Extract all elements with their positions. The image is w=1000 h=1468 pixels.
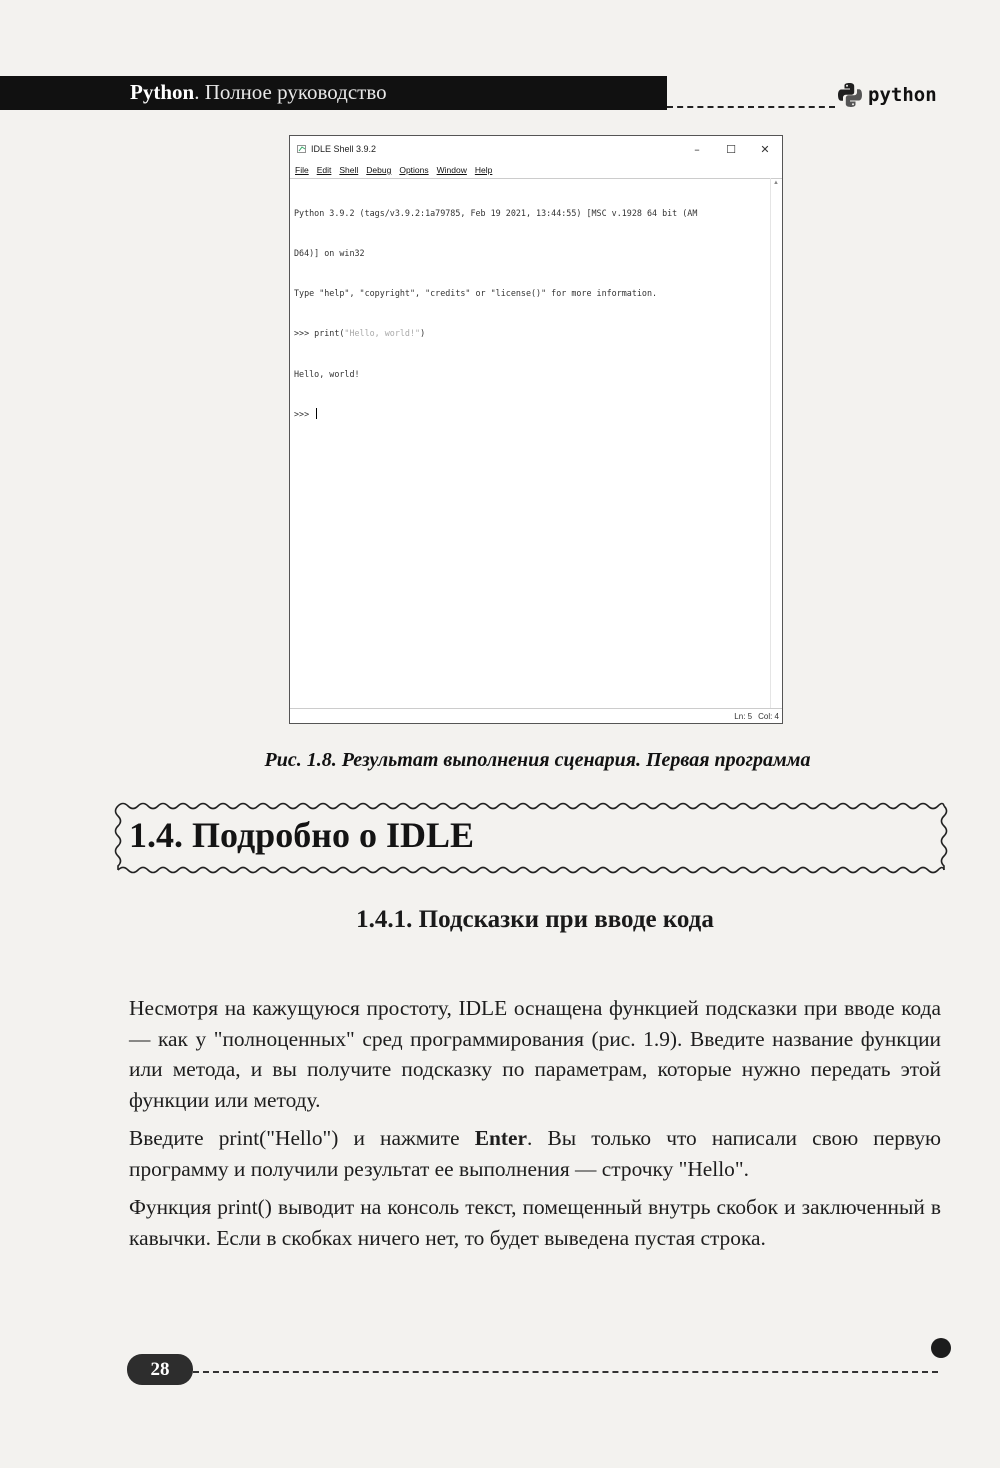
- subsection-title: 1.4.1. Подсказки при вводе кода: [356, 906, 714, 933]
- menu-shell[interactable]: Shell: [339, 165, 359, 175]
- shell-prompt-print: >>> print(: [294, 328, 345, 339]
- paragraph-2: [129, 1123, 941, 1184]
- shell-text-area[interactable]: [294, 180, 770, 709]
- paragraph-1: Несмотря на кажущуюся простоту, IDLE оснащена функцией подсказки при вводе кода — как у "полноценных" сред программирования (рис. 1.9). Введите название функции или метода, и вы получите подсказку по параметрам, которые нужно передать этой функции или методу.: [129, 996, 941, 1112]
- shell-line-prompt: [294, 408, 770, 421]
- shell-string-literal: "Hello, world!": [344, 328, 421, 339]
- book-title-bold: Python: [130, 80, 195, 104]
- shell-line-platform: D64)] on win32: [294, 248, 365, 259]
- menu-edit[interactable]: Edit: [316, 165, 332, 175]
- maximize-button[interactable]: ☐: [726, 142, 736, 156]
- footer-dotted-rule: [193, 1371, 938, 1373]
- idle-statusbar: [290, 708, 782, 723]
- idle-menubar: [290, 162, 782, 179]
- running-header-title: [130, 80, 387, 105]
- scroll-up-arrow-icon[interactable]: ▲: [773, 180, 779, 186]
- close-button[interactable]: ✕: [760, 142, 770, 156]
- menu-debug[interactable]: Debug: [366, 165, 392, 175]
- shell-line-help: Type "help", "copyright", "credits" or "license()" for more information.: [294, 288, 658, 299]
- menu-options[interactable]: Options: [399, 165, 429, 175]
- idle-titlebar: [290, 136, 782, 162]
- enter-key-text: Enter: [474, 1126, 527, 1150]
- paragraph-3: Функция print() выводит на консоль текст, помещенный внутрь скобок и заключенный в кавычки. Если в скобках ничего нет, то будет выведена пустая строка.: [129, 1195, 941, 1250]
- status-col: Col: 4: [758, 711, 779, 721]
- python-logo-text: python: [868, 84, 937, 106]
- paragraph-2-end: . Вы только что написали свою первую программу и получили результат ее выполнения — строчку "Hello".: [129, 1126, 941, 1181]
- python-snake-icon: [836, 81, 864, 109]
- minimize-button[interactable]: –: [694, 142, 700, 156]
- menu-file[interactable]: File: [295, 165, 309, 175]
- page-number-badge: 28: [127, 1354, 193, 1385]
- vertical-scrollbar[interactable]: [770, 178, 782, 709]
- menu-help[interactable]: Help: [474, 165, 493, 175]
- text-cursor: [316, 408, 317, 419]
- footer-dot-ornament: [931, 1338, 951, 1358]
- idle-shell-window: [289, 135, 783, 724]
- figure-caption: Рис. 1.8. Результат выполнения сценария. Первая программа: [264, 749, 811, 771]
- paragraph-2-start: Введите print("Hello") и нажмите: [129, 1126, 475, 1150]
- shell-empty-prompt: >>>: [294, 408, 315, 419]
- shell-line-version: Python 3.9.2 (tags/v3.9.2:1a79785, Feb 19 2021, 13:44:55) [MSC v.1928 64 bit (AM: [294, 207, 698, 218]
- shell-line-output: Hello, world!: [294, 368, 360, 379]
- status-line: Ln: 5: [734, 711, 753, 721]
- body-text: [129, 993, 941, 1261]
- header-dotted-rule: [667, 106, 835, 108]
- window-controls: [680, 136, 782, 162]
- python-logo: [836, 80, 937, 110]
- book-title-rest: . Полное руководство: [194, 80, 387, 104]
- section-title: 1.4. Подробно о IDLE: [129, 815, 474, 855]
- shell-close-paren: ): [420, 328, 426, 339]
- menu-window[interactable]: Window: [436, 165, 467, 175]
- idle-app-icon: [297, 144, 307, 154]
- idle-window-title: IDLE Shell 3.9.2: [311, 144, 377, 154]
- shell-line-command: [294, 327, 770, 340]
